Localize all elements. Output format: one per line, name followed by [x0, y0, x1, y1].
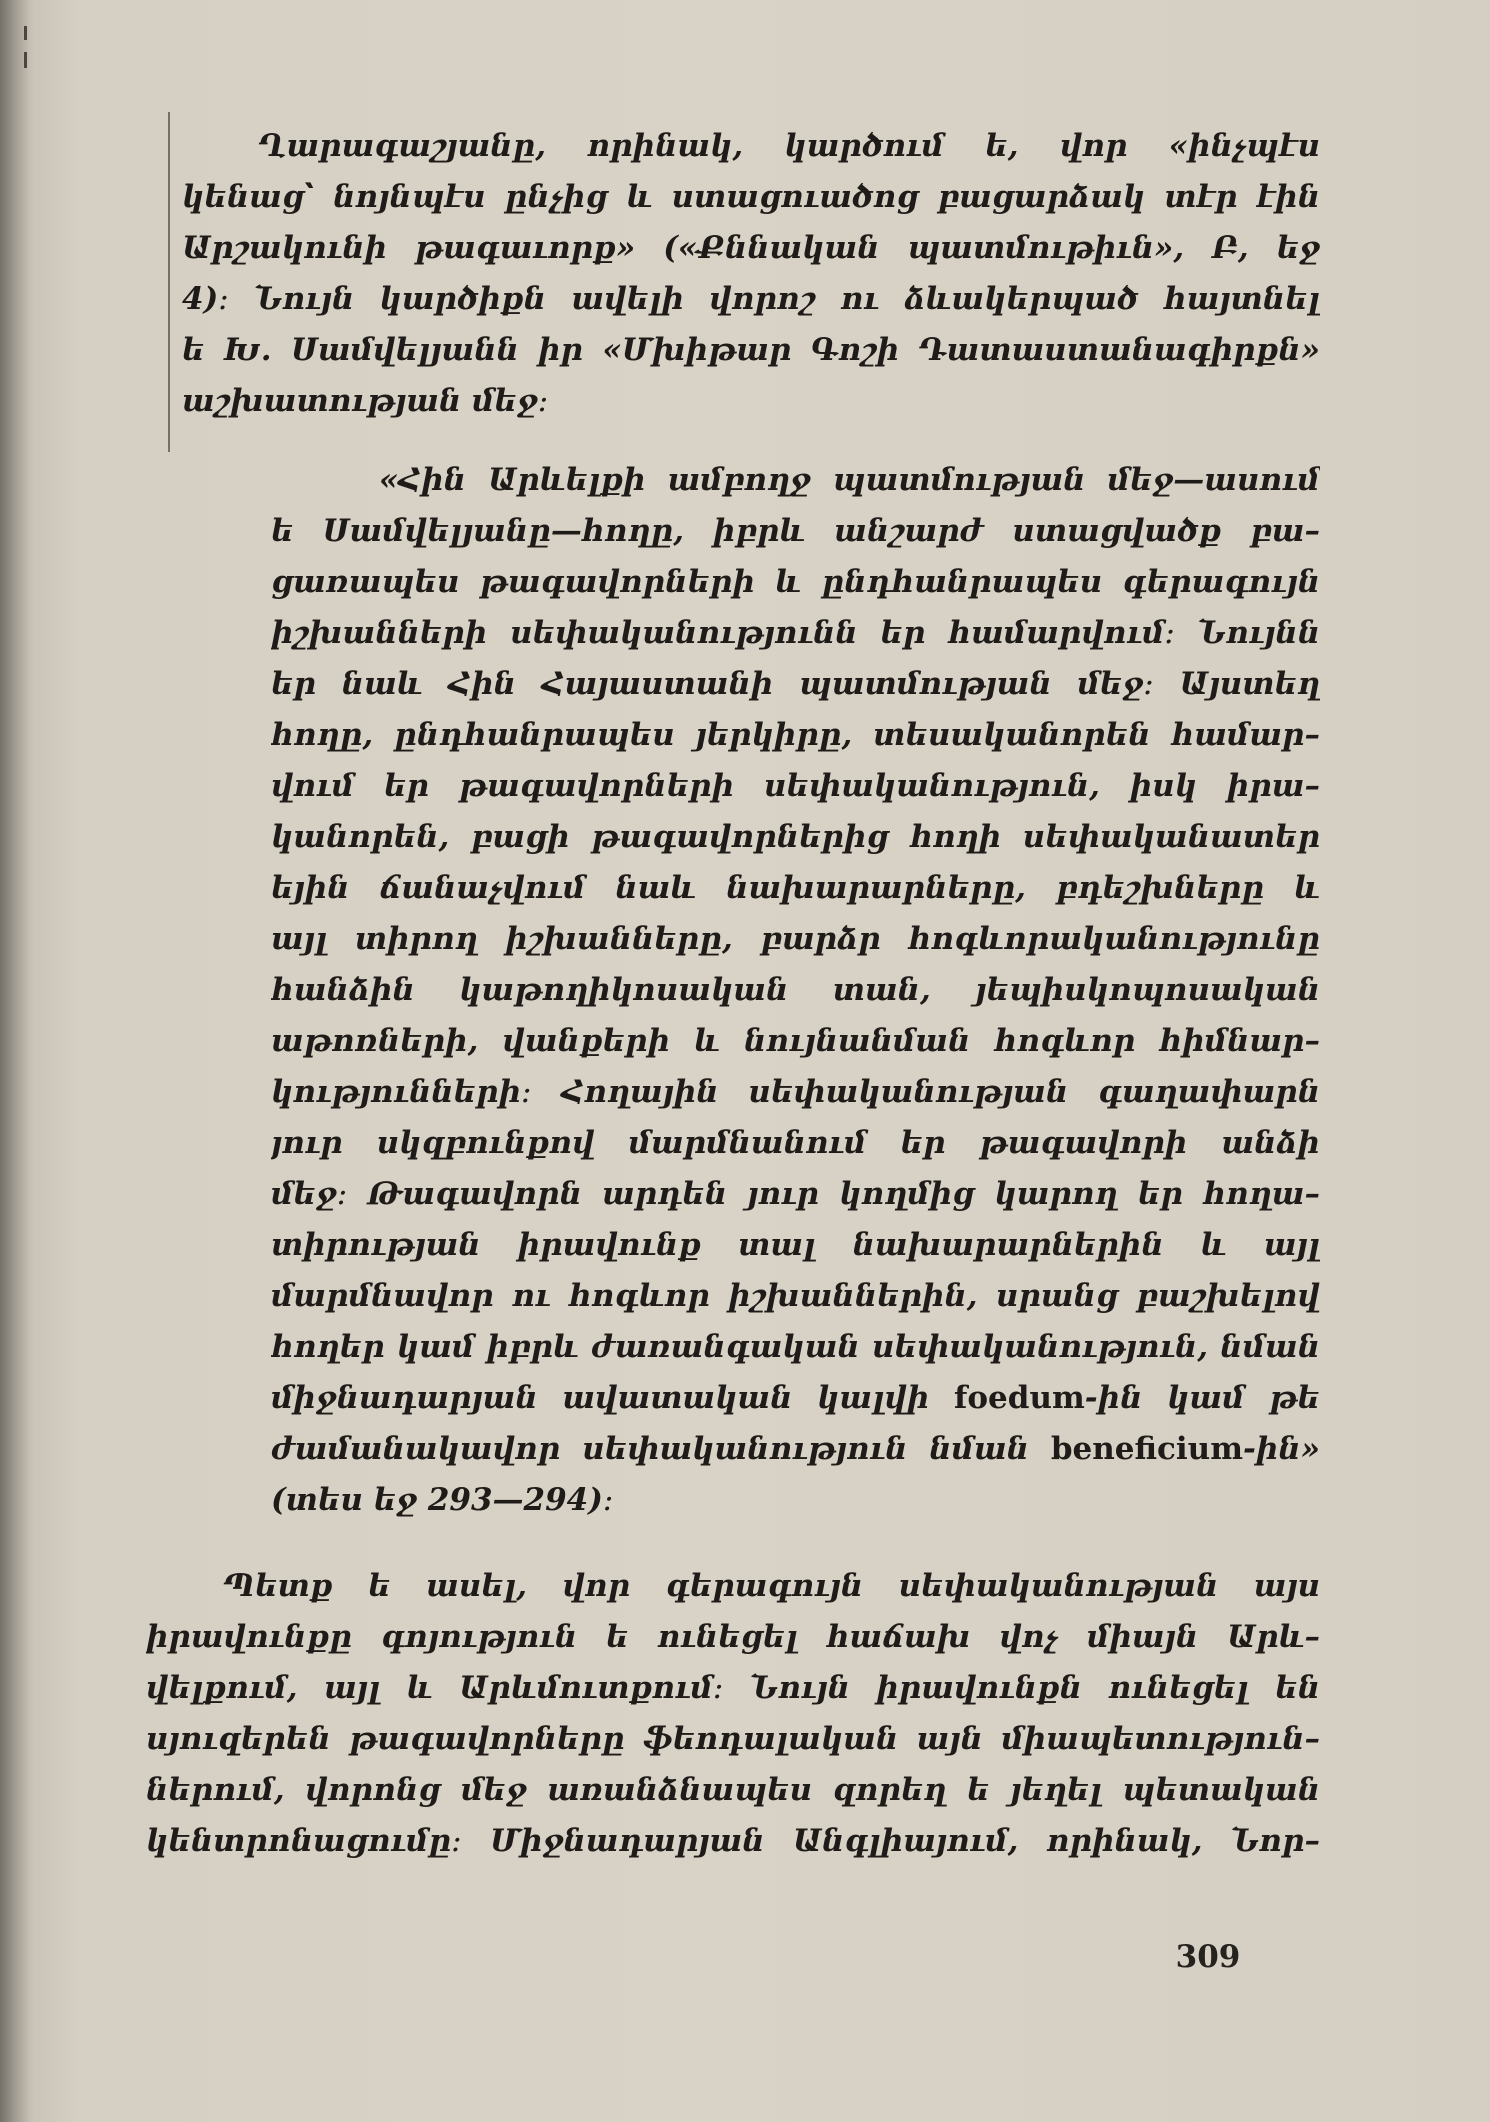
text-segment: միջնադարյան ավատական կալվի	[271, 1380, 955, 1416]
text-line: կենաց՝ նոյնպէս ընչից և ստացուածոց բացարձակ տէր էին	[182, 179, 1320, 215]
margin-pencil-line	[168, 112, 170, 452]
text-line: հողեր կամ իբրև ժառանգական սեփականություն, նման	[271, 1329, 1320, 1365]
text-line: ե Սամվելյանը—հողը, իբրև անշարժ ստացվածք բա–	[271, 513, 1320, 549]
margin-mark	[24, 26, 27, 40]
text-segment: -ին»	[1243, 1431, 1320, 1467]
text-line: այլ տիրող իշխանները, բարձր հոգևորականությունը	[271, 921, 1320, 957]
page-number: 309	[1175, 1939, 1241, 1975]
text-line: Ղարագաշյանը, որինակ, կարծում ե, վոր «ինչպէս	[258, 128, 1320, 164]
text-line: ե Խ. Սամվելյանն իր «Մխիթար Գոշի Դատաստանագիրքն»	[182, 332, 1320, 368]
margin-mark	[24, 52, 27, 68]
text-line: սյուզերեն թագավորները ֆեոդալական այն միապետություն–	[146, 1721, 1320, 1757]
paragraph	[182, 121, 1320, 427]
text-line: իշխանների սեփականությունն եր համարվում։ Նույնն	[271, 615, 1320, 651]
text-line: հանձին կաթողիկոսական տան, յեպիսկոպոսական	[271, 972, 1320, 1008]
latin-term: foedum	[954, 1380, 1085, 1416]
paragraph	[146, 1561, 1320, 1867]
text-line: Պետք ե ասել, վոր գերագույն սեփականության այս	[223, 1568, 1320, 1604]
page-binding-edge	[0, 0, 30, 2122]
text-line: կությունների։ Հողային սեփականության գաղափարն	[271, 1074, 1320, 1110]
text-line: կենտրոնացումը։ Միջնադարյան Անգլիայում, որինակ, Նոր–	[146, 1823, 1320, 1859]
latin-term: beneficium	[1050, 1431, 1244, 1467]
text-segment: ժամանակավոր սեփականություն նման	[271, 1431, 1051, 1467]
text-line	[271, 1424, 1320, 1475]
text-line: Արշակունի թագաւորք» («Քննական պատմութիւն», Բ, եջ	[182, 230, 1320, 266]
block-quote	[271, 455, 1320, 1526]
text-line: յուր սկզբունքով մարմնանում եր թագավորի անձի	[271, 1125, 1320, 1161]
text-line	[271, 1373, 1320, 1424]
text-line: (տես եջ 293—294)։	[271, 1482, 614, 1518]
text-line: վում եր թագավորների սեփականություն, իսկ իրա–	[271, 768, 1320, 804]
text-line: «Հին Արևելքի ամբողջ պատմության մեջ—ասում	[379, 462, 1320, 498]
text-line: վելքում, այլ և Արևմուտքում։ Նույն իրավունքն ունեցել են	[146, 1670, 1320, 1706]
text-line: մեջ։ Թագավորն արդեն յուր կողմից կարող եր հողա–	[271, 1176, 1320, 1212]
text-line: աթոռների, վանքերի և նույնանման հոգևոր հիմնար–	[271, 1023, 1320, 1059]
text-line: մարմնավոր ու հոգևոր իշխաններին, սրանց բաշխելով	[271, 1278, 1320, 1314]
text-line: 4)։ Նույն կարծիքն ավելի վորոշ ու ձևակերպած հայտնել	[182, 281, 1320, 317]
text-line: ցառապես թագավորների և ընդհանրապես գերագույն	[271, 564, 1320, 600]
text-line: եյին ճանաչվում նաև նախարարները, բդեշխները և	[271, 870, 1320, 906]
text-line: հողը, ընդհանրապես յերկիրը, տեսականորեն համար–	[271, 717, 1320, 753]
text-line: կանորեն, բացի թագավորներից հողի սեփականատեր	[271, 819, 1320, 855]
text-segment: -ին կամ թե	[1084, 1380, 1320, 1416]
text-line: աշխատության մեջ։	[182, 383, 549, 419]
text-line: ներում, վորոնց մեջ առանձնապես զորեղ ե յեղել պետական	[146, 1772, 1320, 1808]
text-line: եր նաև Հին Հայաստանի պատմության մեջ։ Այստեղ	[271, 666, 1320, 702]
text-line: տիրության իրավունք տալ նախարարներին և այլ	[271, 1227, 1320, 1263]
text-line: իրավունքը գոյություն ե ունեցել հաճախ վոչ միայն Արև–	[146, 1619, 1320, 1655]
